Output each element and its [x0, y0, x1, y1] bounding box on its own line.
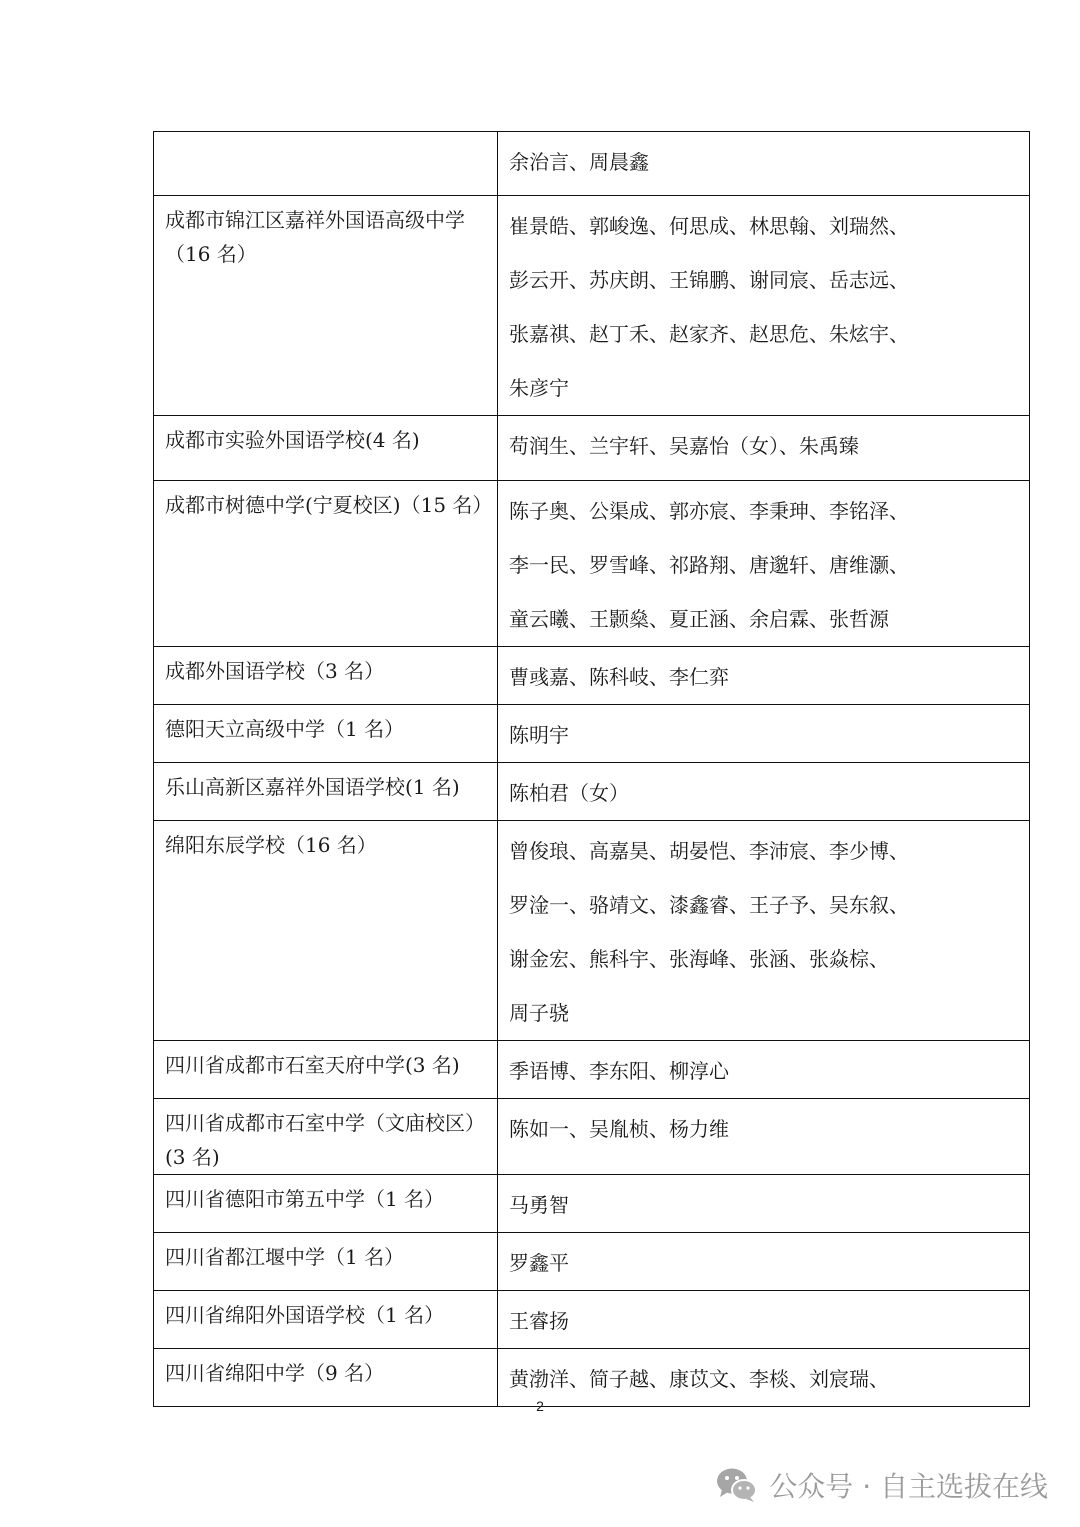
page-number: 2: [536, 1398, 544, 1414]
table-row: [154, 647, 1030, 705]
school-cell: 德阳天立高级中学（1 名）: [154, 705, 498, 763]
school-cell: 四川省成都市石室中学（文庙校区）(3 名): [154, 1099, 498, 1175]
school-cell: 成都外国语学校（3 名）: [154, 647, 498, 705]
wechat-icon: [715, 1466, 759, 1504]
names-line: 谢金宏、熊科宇、张海峰、张涵、张焱棕、: [509, 947, 889, 971]
school-cell: 四川省德阳市第五中学（1 名）: [154, 1175, 498, 1233]
names-line: 童云曦、王颢燊、夏正涵、余启霖、张哲源: [509, 607, 889, 631]
table-row: [154, 1099, 1030, 1175]
names-line: 李一民、罗雪峰、祁路翔、唐邈轩、唐维灏、: [509, 553, 909, 577]
names-line: 陈子奥、公渠成、郭亦宸、李秉珅、李铭泽、: [509, 499, 909, 523]
names-cell: [498, 1175, 1030, 1233]
names-line: 陈柏君（女）: [509, 781, 629, 805]
school-cell: 四川省成都市石室天府中学(3 名): [154, 1041, 498, 1099]
names-line: 黄渤洋、简子越、康苡文、李棪、刘宸瑞、: [509, 1367, 889, 1391]
names-line: 季语博、李东阳、柳淳心: [509, 1059, 729, 1083]
table-row: [154, 196, 1030, 416]
names-cell: [498, 821, 1030, 1041]
names-cell: [498, 1099, 1030, 1175]
names-line: 陈明宇: [509, 723, 569, 747]
names-line: 罗鑫平: [509, 1251, 569, 1275]
table-row: [154, 1233, 1030, 1291]
table-row: [154, 1041, 1030, 1099]
names-cell: [498, 1291, 1030, 1349]
table-row: [154, 1175, 1030, 1233]
table-row: [154, 821, 1030, 1041]
names-cell: [498, 481, 1030, 647]
names-line: 王睿扬: [509, 1309, 569, 1333]
names-line: 曾俊琅、高嘉昊、胡晏恺、李沛宸、李少博、: [509, 839, 909, 863]
names-cell: [498, 132, 1030, 196]
table-row: [154, 763, 1030, 821]
names-line: 余治言、周晨鑫: [509, 150, 649, 174]
watermark-text: 公众号 · 自主选拔在线: [769, 1470, 1048, 1503]
names-line: 马勇智: [509, 1193, 569, 1217]
school-cell: 成都市实验外国语学校(4 名): [154, 416, 498, 481]
school-cell: 四川省绵阳中学（9 名）: [154, 1349, 498, 1407]
names-cell: [498, 416, 1030, 481]
names-line: 周子骁: [509, 1001, 569, 1025]
names-line: 张嘉祺、赵丁禾、赵家齐、赵思危、朱炫宇、: [509, 322, 909, 346]
table-row: [154, 1291, 1030, 1349]
school-cell: 四川省都江堰中学（1 名）: [154, 1233, 498, 1291]
names-line: 曹彧嘉、陈科岐、李仁弈: [509, 665, 729, 689]
names-cell: [498, 763, 1030, 821]
school-cell: [154, 132, 498, 196]
names-cell: [498, 705, 1030, 763]
table-row: [154, 705, 1030, 763]
admission-table: [153, 131, 1030, 1407]
school-cell: 成都市锦江区嘉祥外国语高级中学（16 名）: [154, 196, 498, 416]
names-line: 陈如一、吴胤桢、杨力维: [509, 1117, 729, 1141]
school-cell: 乐山高新区嘉祥外国语学校(1 名): [154, 763, 498, 821]
names-cell: [498, 1233, 1030, 1291]
names-cell: [498, 647, 1030, 705]
table-row: [154, 416, 1030, 481]
table-row: [154, 481, 1030, 647]
school-cell: 四川省绵阳外国语学校（1 名）: [154, 1291, 498, 1349]
school-cell: 绵阳东辰学校（16 名）: [154, 821, 498, 1041]
names-line: 崔景皓、郭峻逸、何思成、林思翰、刘瑞然、: [509, 214, 909, 238]
table-row: [154, 132, 1030, 196]
names-line: 彭云开、苏庆朗、王锦鹏、谢同宸、岳志远、: [509, 268, 909, 292]
names-line: 罗淦一、骆靖文、漆鑫睿、王子予、吴东叙、: [509, 893, 909, 917]
names-cell: [498, 1041, 1030, 1099]
school-cell: 成都市树德中学(宁夏校区)（15 名）: [154, 481, 498, 647]
names-cell: [498, 196, 1030, 416]
names-line: 苟润生、兰宇轩、吴嘉怡（女）、朱禹臻: [509, 434, 859, 458]
names-line: 朱彦宁: [509, 376, 569, 400]
watermark: [715, 1463, 1048, 1507]
